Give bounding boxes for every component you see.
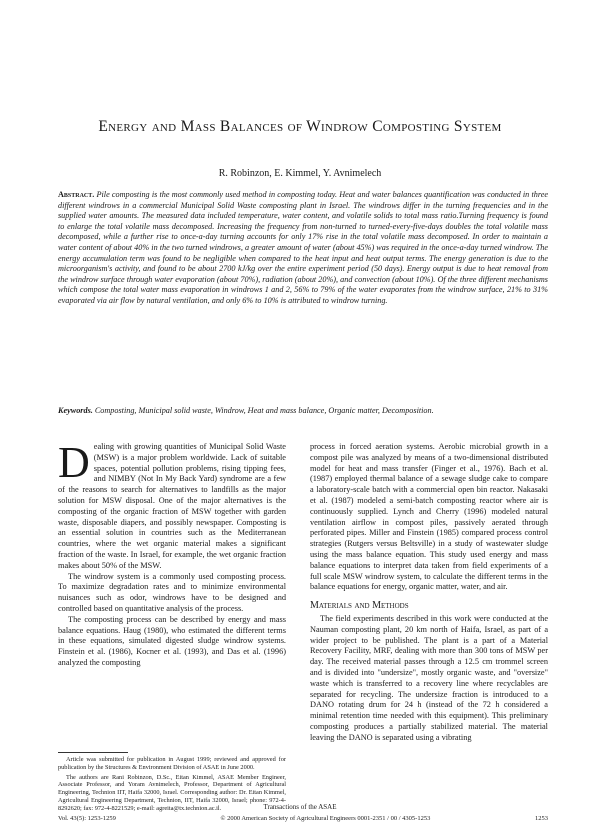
section-heading-methods: Materials and Methods: [310, 600, 409, 612]
author-list: R. Robinzon, E. Kimmel, Y. Avnimelech: [218, 168, 382, 179]
right-column: [310, 442, 548, 744]
journal-name: Transactions of the ASAE: [263, 803, 337, 811]
drop-cap: D: [58, 438, 90, 487]
footnote-divider: [58, 752, 128, 753]
intro-paragraph-2: The windrow system is a commonly used composting process. To maximize degradation rates and to minimize environmental nuisances such as odor, windrows have to be designed and controlled based on quantitative analysis of the process.: [58, 571, 286, 613]
keywords-label: Keywords.: [58, 406, 93, 415]
left-column: [58, 438, 286, 669]
paper-title: Energy and Mass Balances of Windrow Composting System: [98, 118, 502, 135]
page-footer: [58, 815, 548, 822]
methods-paragraph-1: The field experiments described in this work were conducted at the Nauman composting plant, 20 km north of Haifa, Israel, as part of a wider project to be published. The plant is a part of a Material Recovery Facility, MRF, dealing with more than 300 tons of MSW per day. The received material passes through a 12.5 cm trommel screen and is divided into "undersize", mostly organic waste, and "oversize" waste which is transferred to a recovery line where recyclables are separated for recycling. The undersize fraction is introduced to a DANO rotating drum for 24 h (instead of the 72 h considered a minimal retention time needed with this equipment). This preliminary composting produces a partially stabilized material. The material leaving the DANO is separated using a vibrating: [310, 613, 548, 742]
page-number: 1253: [535, 815, 548, 822]
keywords: [58, 406, 548, 417]
volume-info: Vol. 43(5): 1253-1259: [58, 815, 116, 822]
footnote-authors: The authors are Rani Robinzon, D.Sc., Eitan Kimmel, ASAE Member Engineer, Associate Professor, and Yoram Avnimelech, Professor, Department of Agricultural Engineering, Technion IIT, Haifa 32000, Israel. Corresponding author: Dr. Eitan Kimmel, Agricultural Engineering Department, Technion, IIT, Haifa 32000, Israel; phone: 972-4-8292620; fax: 972-4-8221529; e-mail: agreita@tx.technion.ac.il.: [58, 773, 286, 812]
intro-paragraph-3: The composting process can be described by energy and mass balance equations. Haug (1980), who estimated the different terms in these equations, simulated digested sludge windrow systems. Finstein et al. (1986), Kocner et al. (1993), and Das et al. (1996) analyzed the composting: [58, 614, 286, 667]
copyright-line: © 2000 American Society of Agricultural Engineers 0001-2351 / 00 / 4305-1253: [220, 815, 431, 822]
abstract-text: Pile composting is the most commonly used method in composting today. Heat and water balances quantification was conducted in three different windrows in a commercial Municipal Solid Waste composting plant in Israel. The windrows differ in the turning frequencies and in the supplied water amounts. The measured data included temperature, water content, and volatile solids to total mass ratio.Turning frequency is found to enlarge the total volatile mass decomposed. Increasing the frequency from non-turned to turned-every-five-days doubles the total volatile mass decomposed, while a further rise to once-a-day turning accounts for only 17% rise in the total volatile mass decomposed. In order to maintain a water content of about 40% in the two turned windrows, a greater amount of water (about 45%) was required in the once-a-day turned windrow. The energy accumulation term was found to be negligible when compared to the heat input and heat output terms. The energy generation is due to the microorganism's activity, and found to be about 2700 kJ/kg over the entire experiment period (50 days). Energy output is due to heat removal from the windrow surface through water evaporation (about 70%), radiation (about 20%), and convection (about 10%). Of the three different mechanisms which compose the total water mass evaporation in windrows 1 and 2, 56% to 79% of the water evaporates from the windrow surface, 21% to 31% evaporated via air flow by natural ventilation, and only 6% to 10% is attributed to windrow turning.: [58, 190, 548, 305]
abstract-label: Abstract.: [58, 190, 95, 199]
abstract: [58, 190, 548, 307]
keywords-text: Composting, Municipal solid waste, Windrow, Heat and mass balance, Organic matter, Decomposition.: [94, 406, 434, 415]
footnote-submission: Article was submitted for publication in August 1999; reviewed and approved for publication by the Structures & Environment Division of ASAE in June 2000.: [58, 756, 286, 771]
intro-paragraph-1: [58, 438, 286, 572]
intro-paragraph-4: process in forced aeration systems. Aerobic microbial growth in a compost pile was analyzed by means of a two-dimensional distributed model for heat and mass transfer (Finger et al., 1976). Bach et al. (1987) employed thermal balance of a sewage sludge cake to compare a laboratory-scale batch with a commercial open bin reactor. Nakasaki et al. (1987) modeled a semi-batch composting reactor where air is continuously supplied. Lynch and Cherry (1996) modeled natural ventilation airflow in compost piles, passively aerated through perforated pipes. Miller and Finstein (1985) compared process control strategies (Rutgers versus Beltsville) in a study of wastewater sludge using the mass balance equation. This study used energy and mass balance equations to interpret data taken from field experiments of a full scale MSW windrow system, to calculate the different terms in the balance equations for energy, organic matter, water, and air.: [310, 442, 548, 592]
intro-paragraph-1-text: ealing with growing quantities of Municipal Solid Waste (MSW) is a major problem worldwide. Lack of suitable spaces, potential pollution problems, rising tipping fees, and NIMBY (Not In My Back Yard) syndrome are a few of the reasons to search for alternatives to landfills as the major solution for MSW disposal. One of the major alternatives is the composting of the organic fraction of MSW together with garden waste, disposable diapers, and possibly newspaper. Composting is an essential solution in countries such as the Mediterranean countries, where the wet organic material makes a significant fraction of the waste. In Israel, for example, the wet organic fraction makes about 50% of the MSW.: [58, 442, 286, 570]
